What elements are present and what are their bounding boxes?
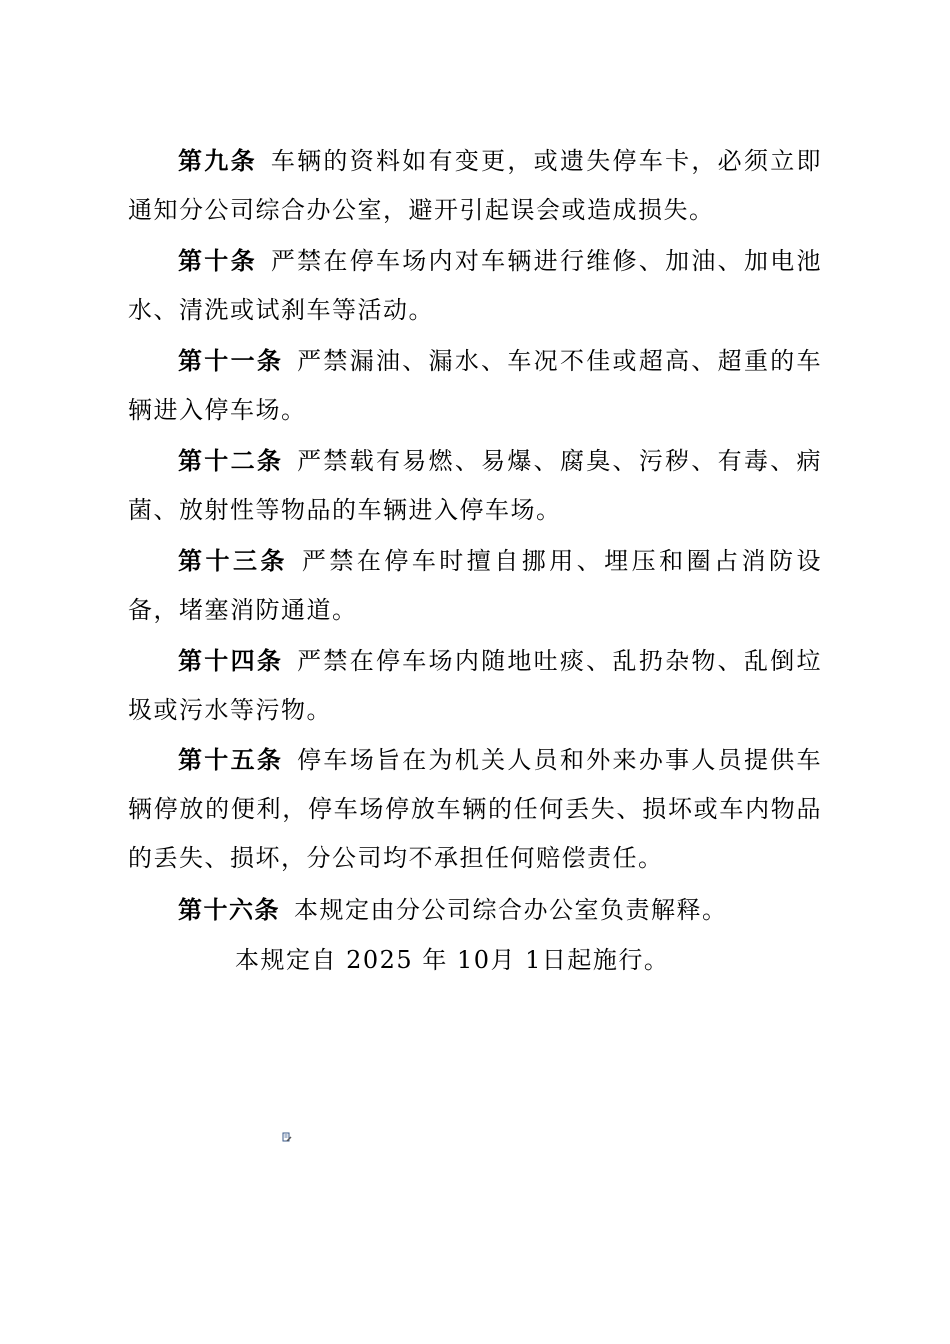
article-body: 严禁漏油、漏水、车况不佳或超高、超重的车辆进入停车场。 [128,347,823,424]
article-body: 车辆的资料如有变更，或遗失停车卡，必须立即通知分公司综合办公室，避开引起误会或造成损失。 [128,147,823,224]
article-16 [128,886,822,935]
article-body: 严禁在停车时擅自挪用、埋压和圈占消防设备，堵塞消防通道。 [128,547,823,624]
article-15 [128,736,822,883]
article-11 [128,337,822,435]
article-body: 严禁载有易燃、易爆、腐臭、污秽、有毒、病菌、放射性等物品的车辆进入停车场。 [128,447,823,524]
effective-date-statement: 本规定自 2025 年 10月 1日起施行。 [235,946,670,974]
document-edit-icon [282,1132,292,1142]
article-heading: 第十四条 [178,647,284,675]
article-12 [128,437,822,535]
article-body: 严禁在停车场内随地吐痰、乱扔杂物、乱倒垃圾或污水等污物。 [128,647,823,724]
article-13 [128,537,822,635]
article-heading: 第十条 [178,247,257,275]
article-10 [128,237,822,335]
article-heading: 第十一条 [178,347,284,375]
article-heading: 第十六条 [178,896,280,924]
article-body: 本规定由分公司综合办公室负责解释。 [294,896,728,924]
article-14 [128,637,822,735]
article-body: 停车场旨在为机关人员和外来办事人员提供车辆停放的便利，停车场停放车辆的任何丢失、损坏或车内物品的丢失、损坏，分公司均不承担任何赔偿责任。 [128,746,823,872]
article-heading: 第十五条 [178,746,284,774]
article-heading: 第十二条 [178,447,284,475]
article-body: 严禁在停车场内对车辆进行维修、加油、加电池水、清洗或试刹车等活动。 [128,247,823,324]
article-heading: 第九条 [178,147,257,175]
article-9 [128,137,822,235]
article-heading: 第十三条 [178,547,288,575]
